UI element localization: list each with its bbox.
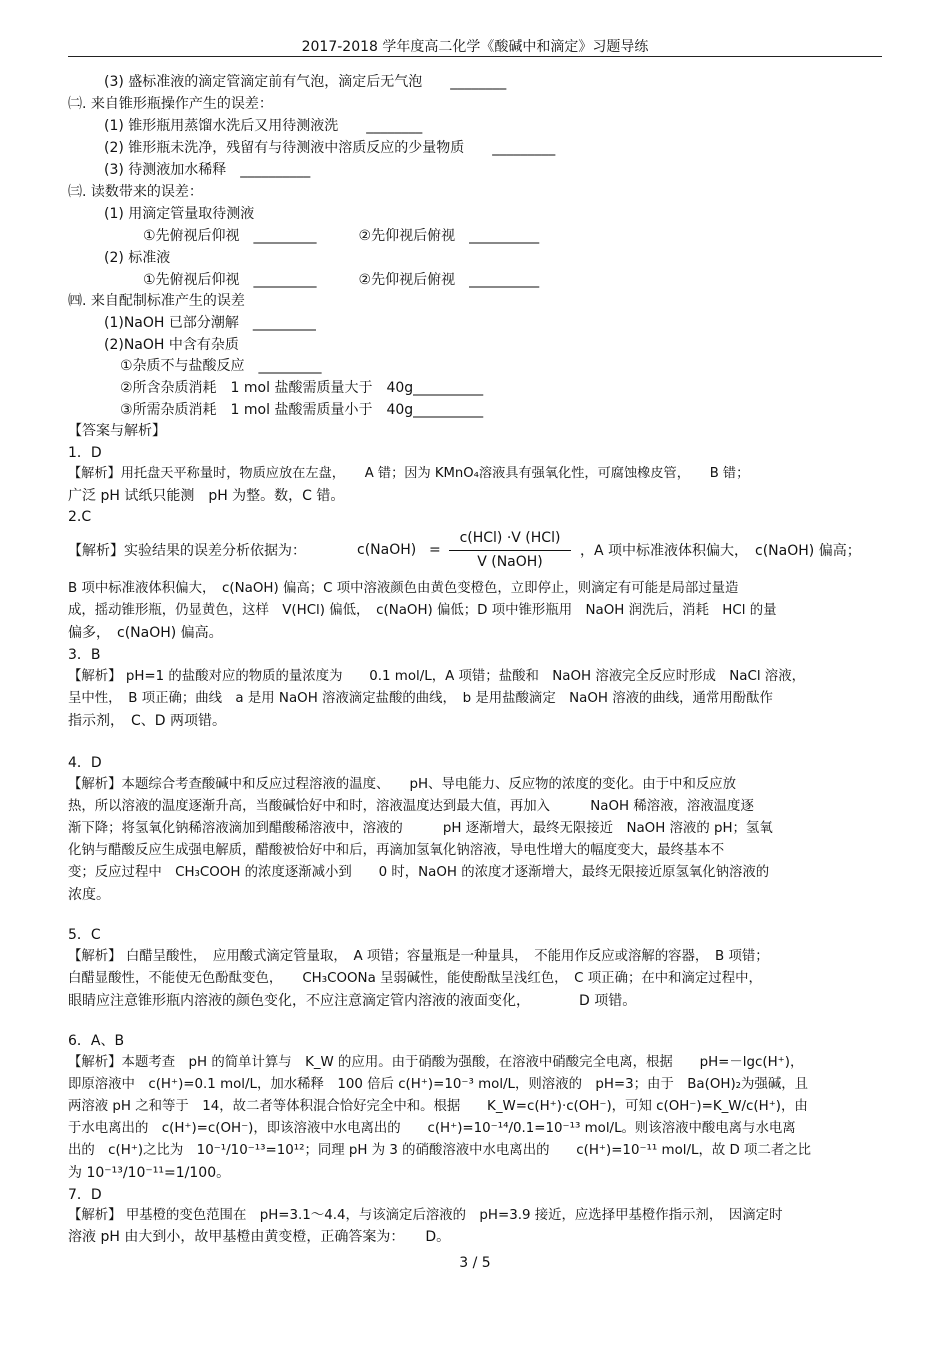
text-line: 出的 c(H⁺)之比为 10⁻¹/10⁻¹³=10¹²；同理 pH 为 3 的硝酸溶液中水电离出的 c(H⁺)=10⁻¹¹ mol/L，故 D 项二者之比 bbox=[68, 1143, 812, 1158]
text-line: 眼睛应注意锥形瓶内溶液的颜色变化，不应注意滴定管内溶液的液面变化， D 项错。 bbox=[68, 993, 637, 1009]
text-line: ③所需杂质消耗 1 mol 盐酸需质量小于 40g__________ bbox=[120, 402, 484, 418]
answers-heading: 【答案与解析】 bbox=[68, 423, 166, 439]
answer-number: 3．B bbox=[68, 647, 101, 663]
text-line: 渐下降；将氢氧化钠稀溶液滴加到醋酸稀溶液中，溶液的 pH 逐渐增大，最终无限接近 NaOH 溶液的 pH；氢氧 bbox=[68, 821, 773, 836]
text-line: 成，摇动锥形瓶，仍显黄色，这样 V(HCl) 偏低， c(NaOH) 偏低；D 项中锥形瓶用 NaOH 润洗后，消耗 HCl 的量 bbox=[68, 603, 777, 618]
text-line: (2)NaOH 中含有杂质 bbox=[104, 337, 239, 353]
text-line: 浓度。 bbox=[68, 887, 110, 903]
formula-equals: = bbox=[429, 542, 441, 558]
section-heading: ㈢. 读数带来的误差： bbox=[68, 184, 203, 200]
text-line: (1) 锥形瓶用蒸馏水洗后又用待测液洗 ________ bbox=[104, 118, 423, 134]
text-line: 热，所以溶液的温度逐渐升高，当酸碱恰好中和时，溶液温度达到最大值，再加入 NaOH 稀溶液，溶液温度逐 bbox=[68, 799, 754, 814]
answer-number: 5．C bbox=[68, 927, 101, 943]
text-line: 两溶液 pH 之和等于 14，故二者等体积混合恰好完全中和。根据 K_W=c(H⁺)·c(OH⁻)，可知 c(OH⁻)=K_W/c(H⁺)，由 bbox=[68, 1099, 808, 1114]
answer-number: 6．A、B bbox=[68, 1033, 125, 1049]
text-line: ，A 项中标准液体积偏大， c(NaOH) 偏高； bbox=[580, 543, 861, 559]
text-line: 呈中性， B 项正确；曲线 a 是用 NaOH 溶液滴定盐酸的曲线， b 是用盐酸滴定 NaOH 溶液的曲线，通常用酚酞作 bbox=[68, 691, 773, 706]
text-line: ②所含杂质消耗 1 mol 盐酸需质量大于 40g__________ bbox=[120, 380, 484, 396]
header-rule bbox=[68, 56, 882, 57]
text-line: B 项中标准液体积偏大， c(NaOH) 偏高；C 项中溶液颜色由黄色变橙色，立即停止，则滴定有可能是局部过量造 bbox=[68, 581, 739, 596]
text-line: (1) 用滴定管量取待测液 bbox=[104, 206, 255, 222]
text-line: 【解析】 白醋呈酸性， 应用酸式滴定管量取， A 项错；容量瓶是一种量具， 不能用作反应或溶解的容器， B 项错； bbox=[68, 949, 769, 964]
text-line: 指示剂， C、D 两项错。 bbox=[68, 713, 227, 729]
answer-number: 7．D bbox=[68, 1187, 102, 1203]
text-line: 【解析】 甲基橙的变色范围在 pH=3.1～4.4，与该滴定后溶液的 pH=3.9 接近，应选择甲基橙作指示剂， 因滴定时 bbox=[68, 1208, 783, 1223]
answer-number: 4．D bbox=[68, 755, 102, 771]
text-line: ①杂质不与盐酸反应 _________ bbox=[120, 358, 322, 374]
section-heading: ㈣. 来自配制标准产生的误差 bbox=[68, 293, 245, 309]
text-line: 【解析】本题综合考查酸碱中和反应过程溶液的温度、 pH、导电能力、反应物的浓度的变化。由于中和反应放 bbox=[68, 777, 737, 792]
text-line: 【解析】本题考查 pH 的简单计算与 K_W 的应用。由于硝酸为强酸，在溶液中硝酸完全电离，根据 pH=－lgc(H⁺)， bbox=[68, 1055, 804, 1070]
formula-numerator: c(HCl) ·V (HCl) bbox=[459, 530, 561, 546]
text-line: ①先俯视后仰视 _________ ②先仰视后俯视 __________ bbox=[143, 272, 540, 288]
text-line: 【解析】用托盘天平称量时，物质应放在左盘， A 错；因为 KMnO₄溶液具有强氧化性，可腐蚀橡皮管， B 错； bbox=[68, 466, 750, 481]
page-number: 3 / 5 bbox=[459, 1255, 491, 1271]
text-line: (1)NaOH 已部分潮解 _________ bbox=[104, 315, 316, 331]
text-line: 偏多， c(NaOH) 偏高。 bbox=[68, 625, 223, 641]
formula-denominator: V (NaOH) bbox=[477, 554, 543, 570]
text-line: (3) 待测液加水稀释 __________ bbox=[104, 162, 311, 178]
text-line: 为 10⁻¹³/10⁻¹¹=1/100。 bbox=[68, 1165, 231, 1181]
fraction-bar bbox=[449, 550, 571, 551]
text-line: 于水电离出的 c(H⁺)=c(OH⁻)，即该溶液中水电离出的 c(H⁺)=10⁻¹⁴/0.1=10⁻¹³ mol/L。则该溶液中酸电离与水电离 bbox=[68, 1121, 796, 1136]
answer-number: 2.C bbox=[68, 509, 92, 525]
text-line: 化钠与醋酸反应生成强电解质，醋酸被恰好中和后，再滴加氢氧化钠溶液，导电性增大的幅度变大，最终基本不 bbox=[68, 843, 725, 858]
text-line: 【解析】 pH=1 的盐酸对应的物质的量浓度为 0.1 mol/L，A 项错；盐酸和 NaOH 溶液完全反应时形成 NaCl 溶液， bbox=[68, 669, 805, 684]
section-heading: ㈡. 来自锥形瓶操作产生的误差： bbox=[68, 96, 273, 112]
text-line: 广泛 pH 试纸只能测 pH 为整。数，C 错。 bbox=[68, 488, 345, 504]
text-line: (2) 锥形瓶未洗净，残留有与待测液中溶质反应的少量物质 _________ bbox=[104, 140, 556, 156]
answer-number: 1．D bbox=[68, 445, 102, 461]
text-line: 溶液 pH 由大到小，故甲基橙由黄变橙，正确答案为： D。 bbox=[68, 1229, 451, 1245]
text-line: 【解析】实验结果的误差分析依据为： bbox=[68, 543, 306, 559]
text-line: (3) 盛标准液的滴定管滴定前有气泡，滴定后无气泡 ________ bbox=[104, 74, 507, 90]
text-line: (2) 标准液 bbox=[104, 250, 171, 266]
page-header-title: 2017-2018 学年度高二化学《酸碱中和滴定》习题导练 bbox=[301, 39, 649, 55]
formula-lhs: c(NaOH) bbox=[357, 542, 417, 558]
naoh-concentration-formula bbox=[357, 530, 607, 572]
text-line: ①先俯视后仰视 _________ ②先仰视后俯视 __________ bbox=[143, 228, 540, 244]
text-line: 即原溶液中 c(H⁺)=0.1 mol/L，加水稀释 100 倍后 c(H⁺)=10⁻³ mol/L，则溶液的 pH=3；由于 Ba(OH)₂为强碱，且 bbox=[68, 1077, 809, 1092]
text-line: 变；反应过程中 CH₃COOH 的浓度逐渐减小到 0 时，NaOH 的浓度才逐渐增大，最终无限接近原氢氧化钠溶液的 bbox=[68, 865, 770, 880]
text-line: 白醋显酸性，不能使无色酚酞变色， CH₃COONa 呈弱碱性，能使酚酞呈浅红色， C 项正确；在中和滴定过程中， bbox=[68, 971, 762, 986]
